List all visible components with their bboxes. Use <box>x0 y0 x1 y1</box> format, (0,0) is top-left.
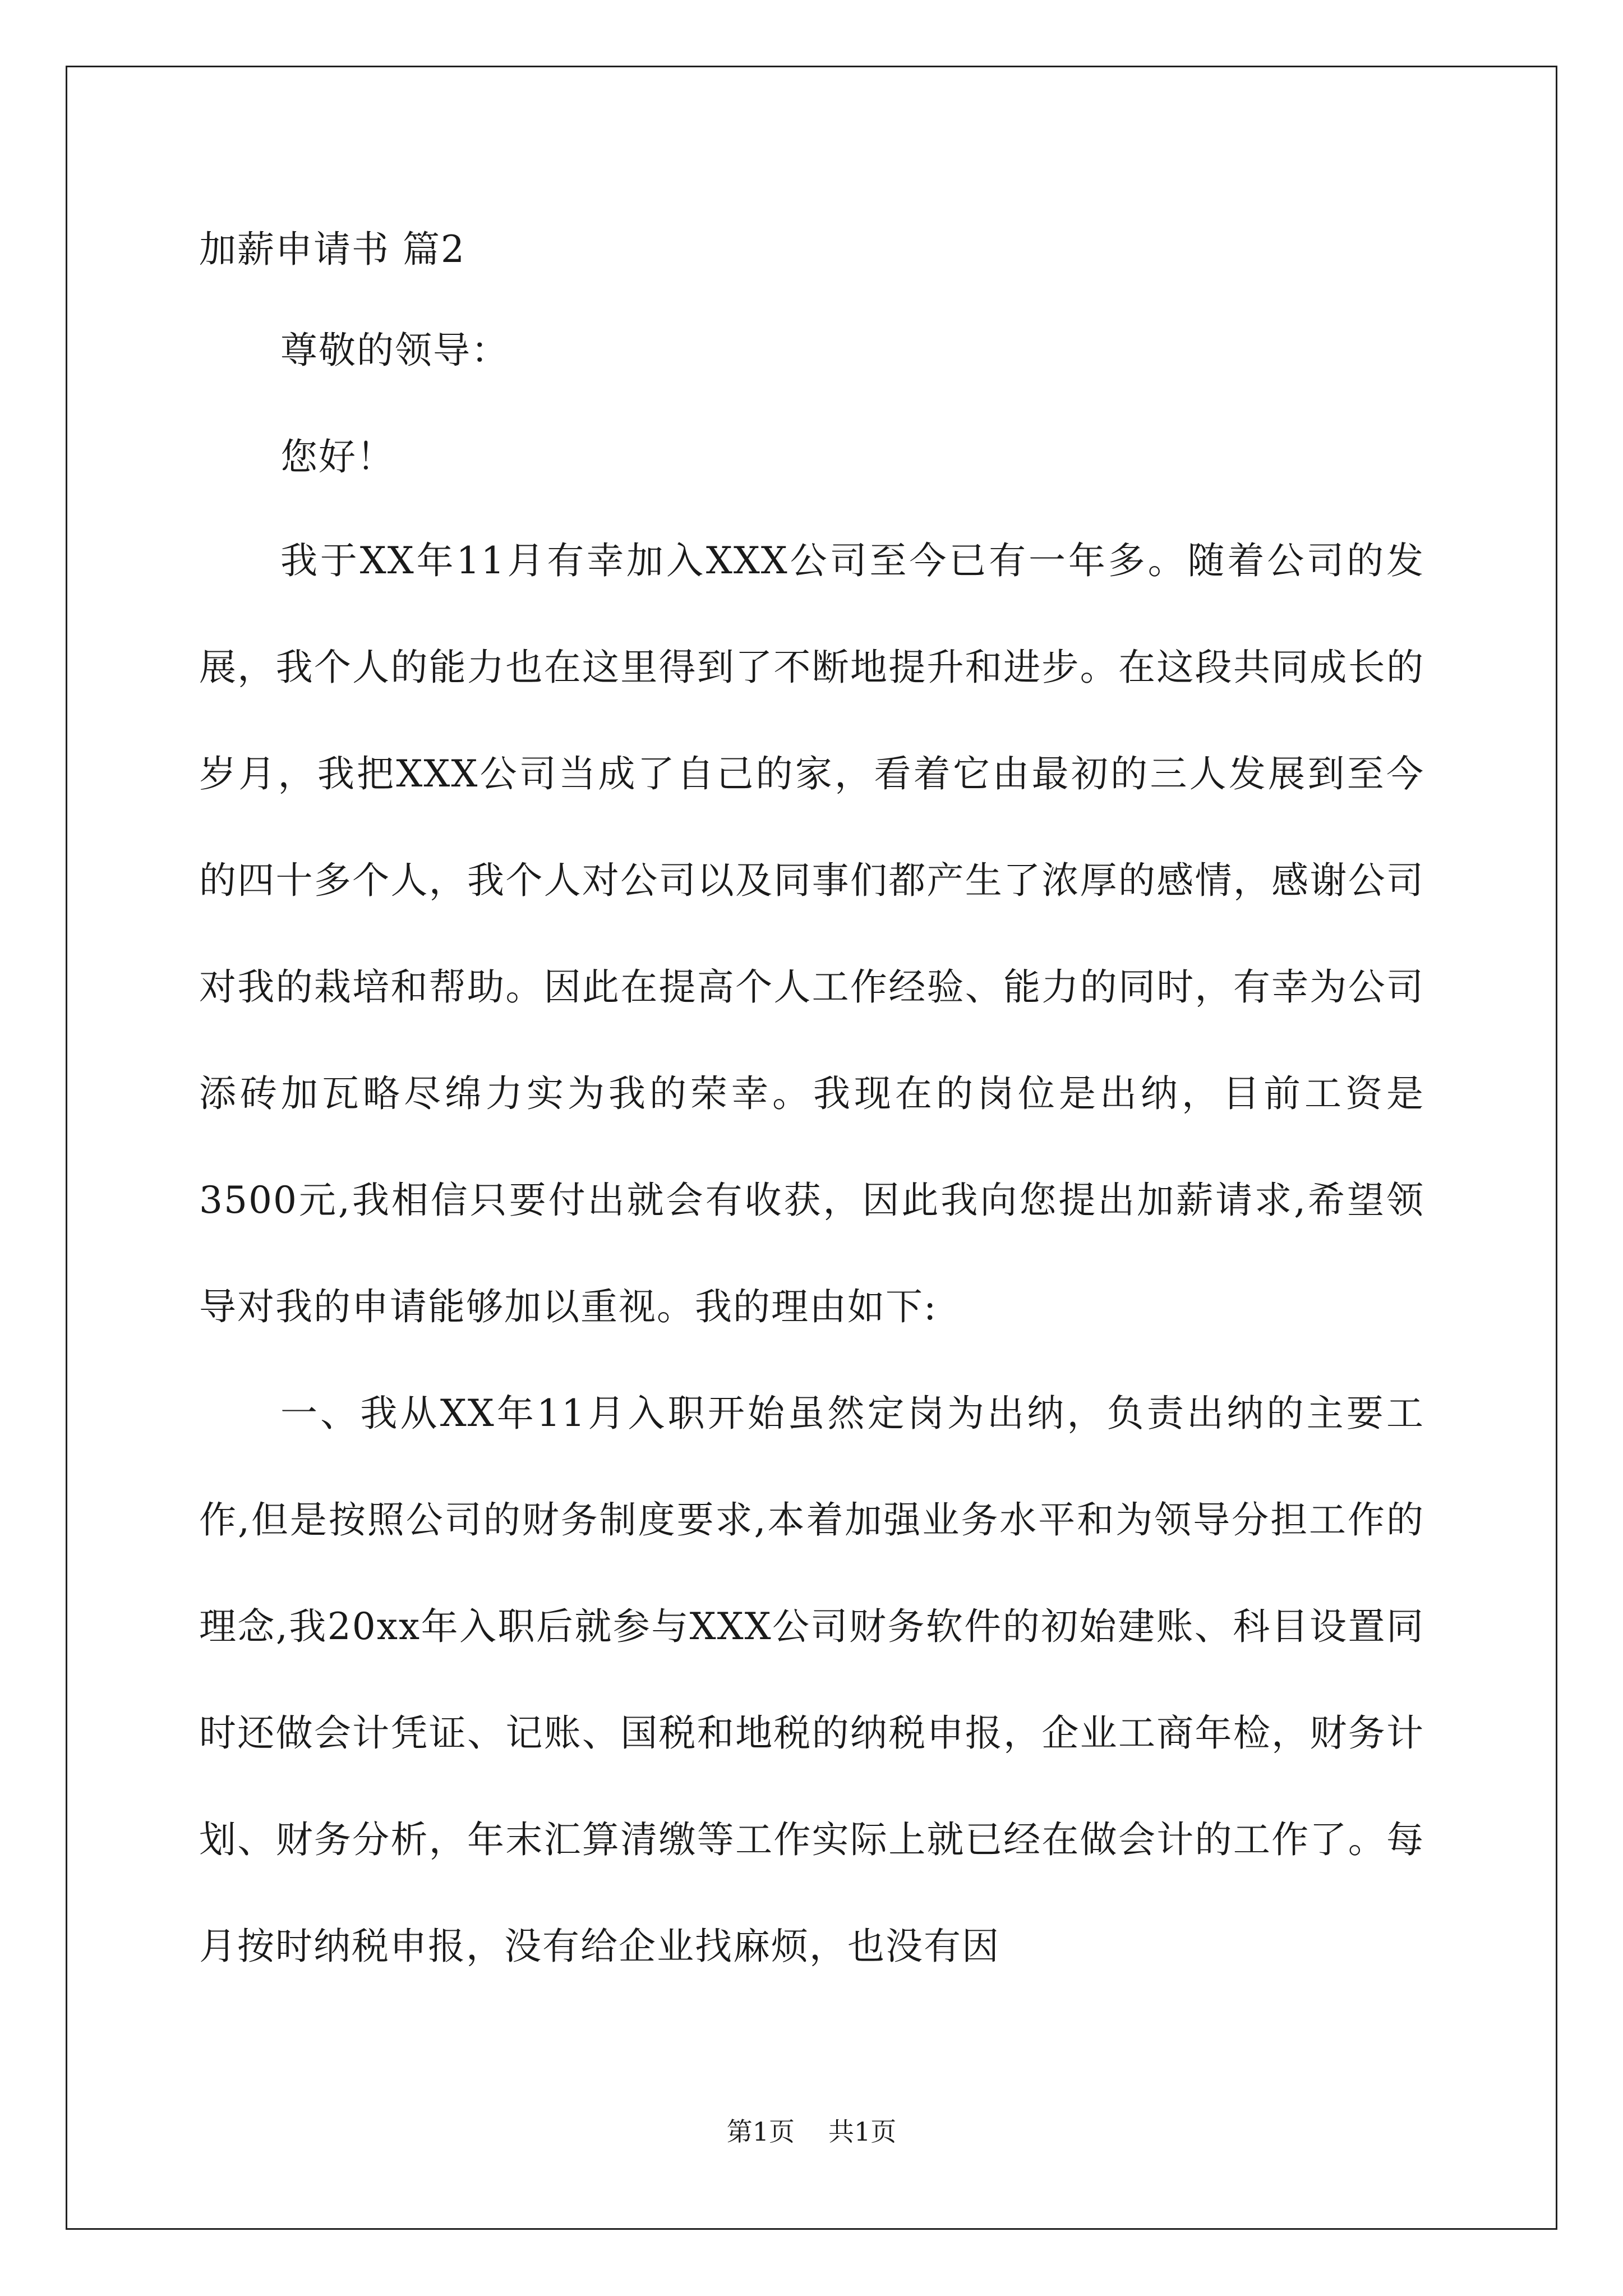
page-footer <box>0 2115 1623 2148</box>
salutation: 尊敬的领导： <box>280 329 509 372</box>
page-total: 共1页 <box>828 2116 897 2147</box>
greeting: 您好！ <box>280 435 395 478</box>
document-title: 加薪申请书 篇2 <box>199 228 465 271</box>
body-paragraph-1: 我于XX年11月有幸加入XXX公司至今已有一年多。随着公司的发展，我个人的能力也在这里得到了不断地提升和进步。在这段共同成长的岁月，我把XXX公司当成了自己的家，看着它由最初的三人发展到至今的四十多个人，我个人对公司以及同事们都产生了浓厚的感情，感谢公司对我的栽培和帮助。因此在提高个人工作经验、能力的同时，有幸为公司添砖加瓦略尽绵力实为我的荣幸。我现在的岗位是出纳，目前工资是3500元,我相信只要付出就会有收获，因此我向您提出加薪请求,希望领导对我的申请能够加以重视。我的理由如下: <box>199 539 1424 1328</box>
body-paragraph-2: 一、我从XX年11月入职开始虽然定岗为出纳，负责出纳的主要工作,但是按照公司的财务制度要求,本着加强业务水平和为领导分担工作的理念,我20xx年入职后就参与XXX公司财务软件的初始建账、科目设置同时还做会计凭证、记账、国税和地税的纳税申报，企业工商年检，财务计划、财务分析，年末汇算清缴等工作实际上就已经在做会计的工作了。每月按时纳税申报，没有给企业找麻烦，也没有因 <box>199 1392 1424 1968</box>
page-number: 第1页 <box>726 2116 795 2147</box>
